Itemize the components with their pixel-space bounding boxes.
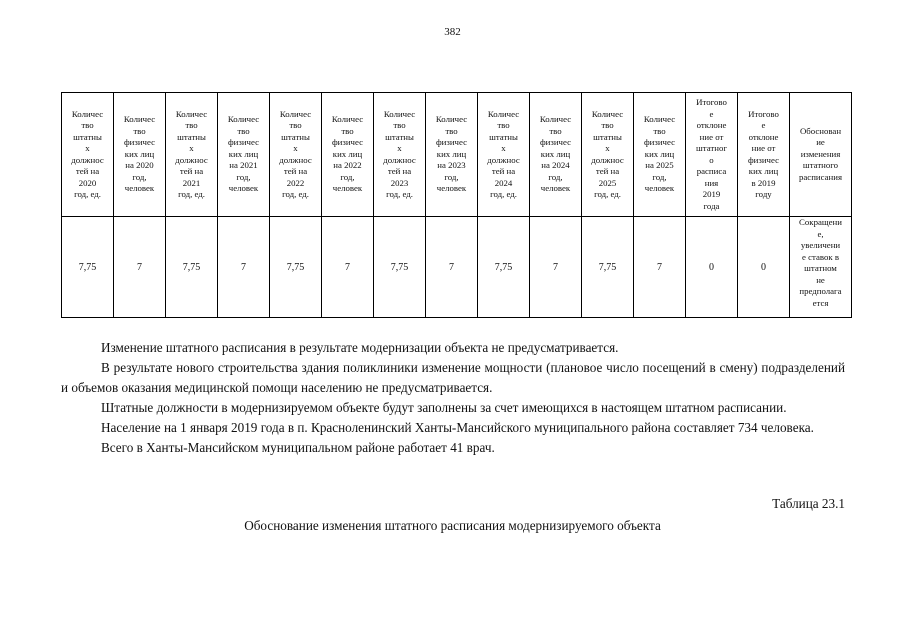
table-cell: 7 (322, 217, 374, 318)
table-cell: 7 (426, 217, 478, 318)
paragraph: В результате нового строительства здания поликлиники изменение мощности (плановое число посещений в смену) подразделений и объемов оказания медицинской помощи населению не предусматривается. (61, 360, 845, 395)
table-cell: 7,75 (166, 217, 218, 318)
table-cell: 0 (738, 217, 790, 318)
table-cell: 7,75 (582, 217, 634, 318)
header-individuals-2025: Количес тво физичес ких лиц на 2025 год, человек (634, 93, 686, 217)
table-cell: 7 (218, 217, 270, 318)
header-staff-positions-2022: Количес тво штатны х должнос тей на 2022 год, ед. (270, 93, 322, 217)
header-individuals-2022: Количес тво физичес ких лиц на 2022 год, человек (322, 93, 374, 217)
table-cell: 7 (530, 217, 582, 318)
body-text (61, 338, 845, 458)
paragraph: Всего в Ханты-Мансийском муниципальном районе работает 41 врач. (101, 440, 495, 455)
table-header-row (62, 93, 852, 217)
header-staff-positions-2024: Количес тво штатны х должнос тей на 2024 год, ед. (478, 93, 530, 217)
table-cell: 7,75 (270, 217, 322, 318)
staffing-table (61, 92, 852, 318)
table-number-label: Таблица 23.1 (772, 496, 845, 511)
header-deviation-individuals-2019: Итогово е отклоне ние от физичес ких лиц в 2019 году (738, 93, 790, 217)
header-individuals-2024: Количес тво физичес ких лиц на 2024 год, человек (530, 93, 582, 217)
paragraph: Изменение штатного расписания в результате модернизации объекта не предусматривается. (101, 340, 619, 355)
table-cell: 7,75 (374, 217, 426, 318)
header-staff-positions-2020: Количес тво штатны х должнос тей на 2020 год, ед. (62, 93, 114, 217)
paragraph: Население на 1 января 2019 года в п. Красноленинский Ханты-Мансийского муниципального района составляет 734 человека. (101, 420, 814, 435)
table-cell: 0 (686, 217, 738, 318)
justification-cell: Сокращени е, увеличени е ставок в штатном не предполага ется (790, 217, 852, 318)
header-deviation-staffing-2019: Итогово е отклоне ние от штатног о расписа ния 2019 года (686, 93, 738, 217)
page-number: 382 (444, 26, 461, 38)
header-justification: Обоснован ие изменения штатного расписания (790, 93, 852, 217)
table-cell: 7,75 (62, 217, 114, 318)
header-staff-positions-2021: Количес тво штатны х должнос тей на 2021 год, ед. (166, 93, 218, 217)
table-cell: 7 (634, 217, 686, 318)
paragraph: Штатные должности в модернизируемом объекте будут заполнены за счет имеющихся в настоящем штатном расписании. (101, 400, 787, 415)
header-staff-positions-2025: Количес тво штатны х должнос тей на 2025 год, ед. (582, 93, 634, 217)
header-individuals-2023: Количес тво физичес ких лиц на 2023 год, человек (426, 93, 478, 217)
header-staff-positions-2023: Количес тво штатны х должнос тей на 2023 год, ед. (374, 93, 426, 217)
header-individuals-2020: Количес тво физичес ких лиц на 2020 год, человек (114, 93, 166, 217)
table-row (62, 217, 852, 318)
table-cell: 7 (114, 217, 166, 318)
header-individuals-2021: Количес тво физичес ких лиц на 2021 год, человек (218, 93, 270, 217)
table-caption: Обоснование изменения штатного расписания модернизируемого объекта (244, 518, 661, 533)
table-cell: 7,75 (478, 217, 530, 318)
